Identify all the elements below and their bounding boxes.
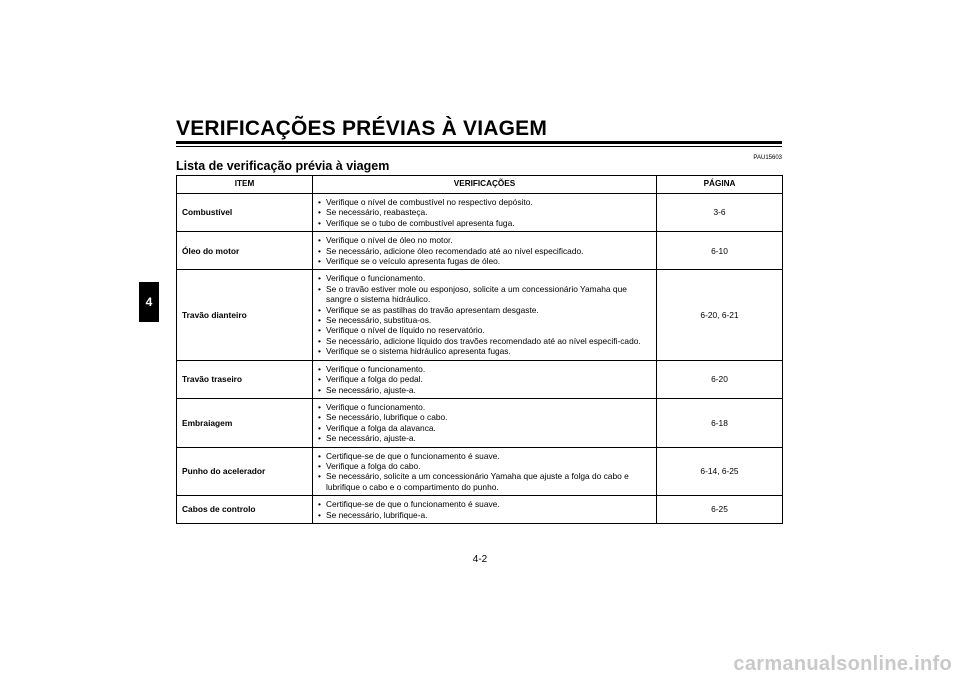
- check-item: • Verifique o funcionamento.: [318, 273, 652, 283]
- checks-list: [318, 499, 652, 520]
- header-page: PÁGINA: [657, 176, 783, 194]
- row-checks: [313, 270, 657, 360]
- check-item: • Verifique a folga do cabo.: [318, 461, 652, 471]
- title-rule-thick: [176, 141, 782, 144]
- row-item: Travão traseiro: [177, 360, 313, 398]
- watermark: carmanualsonline.info: [733, 653, 952, 675]
- checks-list: [318, 364, 652, 395]
- table-row: [177, 194, 783, 232]
- checks-list: [318, 402, 652, 444]
- check-item: • Se necessário, lubrifique o cabo.: [318, 412, 652, 422]
- check-item: • Se necessário, ajuste-a.: [318, 433, 652, 443]
- check-item: • Se necessário, reabasteça.: [318, 207, 652, 217]
- check-item: • Certifique-se de que o funcionamento é suave.: [318, 499, 652, 509]
- check-item: • Verifique a folga do pedal.: [318, 374, 652, 384]
- row-checks: [313, 360, 657, 398]
- check-item: • Certifique-se de que o funcionamento é suave.: [318, 451, 652, 461]
- row-page: 6-20, 6-21: [657, 270, 783, 360]
- checks-list: [318, 273, 652, 356]
- section-code: PAU15603: [753, 155, 782, 161]
- check-item: • Se necessário, adicione líquido dos travões recomendado até ao nível especifi-cado.: [318, 336, 652, 346]
- check-item: • Verifique o funcionamento.: [318, 402, 652, 412]
- row-checks: [313, 447, 657, 496]
- title-rule-thin: [176, 146, 782, 147]
- chapter-title: VERIFICAÇÕES PRÉVIAS À VIAGEM: [176, 117, 548, 140]
- chapter-tab-number: 4: [145, 295, 153, 309]
- table-body: [177, 194, 783, 524]
- checks-list: [318, 197, 652, 228]
- chapter-tab: [139, 282, 159, 322]
- row-checks: [313, 194, 657, 232]
- checklist-table: [176, 175, 783, 524]
- row-page: 6-20: [657, 360, 783, 398]
- table-row: [177, 232, 783, 270]
- row-page: 3-6: [657, 194, 783, 232]
- checks-list: [318, 235, 652, 266]
- row-page: 6-10: [657, 232, 783, 270]
- check-item: • Verifique o funcionamento.: [318, 364, 652, 374]
- row-item: Travão dianteiro: [177, 270, 313, 360]
- row-checks: [313, 232, 657, 270]
- checks-list: [318, 451, 652, 493]
- check-item: • Se necessário, lubrifique-a.: [318, 510, 652, 520]
- check-item: • Se necessário, solicite a um concessionário Yamaha que ajuste a folga do cabo e lubrifique o cabo e o compartimento do punho.: [318, 471, 652, 492]
- header-checks: VERIFICAÇÕES: [313, 176, 657, 194]
- check-item: • Verifique se o veículo apresenta fugas de óleo.: [318, 256, 652, 266]
- header-item: ITEM: [177, 176, 313, 194]
- table-row: [177, 360, 783, 398]
- row-page: 6-14, 6-25: [657, 447, 783, 496]
- row-item: Punho do acelerador: [177, 447, 313, 496]
- row-checks: [313, 496, 657, 524]
- table-row: [177, 398, 783, 447]
- table-row: [177, 447, 783, 496]
- check-item: • Verifique a folga da alavanca.: [318, 423, 652, 433]
- check-item: • Verifique o nível de combustível no respectivo depósito.: [318, 197, 652, 207]
- check-item: • Verifique o nível de líquido no reservatório.: [318, 325, 652, 335]
- row-item: Embraiagem: [177, 398, 313, 447]
- table-header-row: [177, 176, 783, 194]
- table-row: [177, 270, 783, 360]
- check-item: • Se o travão estiver mole ou esponjoso, solicite a um concessionário Yamaha que sangre o sistema hidráulico.: [318, 284, 652, 305]
- row-page: 6-25: [657, 496, 783, 524]
- row-item: Óleo do motor: [177, 232, 313, 270]
- check-item: • Se necessário, adicione óleo recomendado até ao nível especificado.: [318, 246, 652, 256]
- check-item: • Se necessário, ajuste-a.: [318, 385, 652, 395]
- check-item: • Verifique se o tubo de combustível apresenta fuga.: [318, 218, 652, 228]
- check-item: • Se necessário, substitua-os.: [318, 315, 652, 325]
- row-item: Cabos de controlo: [177, 496, 313, 524]
- table-row: [177, 496, 783, 524]
- page-number: 4-2: [472, 554, 488, 565]
- section-title: Lista de verificação prévia à viagem: [176, 159, 390, 173]
- check-item: • Verifique se o sistema hidráulico apresenta fugas.: [318, 346, 652, 356]
- row-page: 6-18: [657, 398, 783, 447]
- check-item: • Verifique o nível de óleo no motor.: [318, 235, 652, 245]
- row-item: Combustível: [177, 194, 313, 232]
- row-checks: [313, 398, 657, 447]
- check-item: • Verifique se as pastilhas do travão apresentam desgaste.: [318, 305, 652, 315]
